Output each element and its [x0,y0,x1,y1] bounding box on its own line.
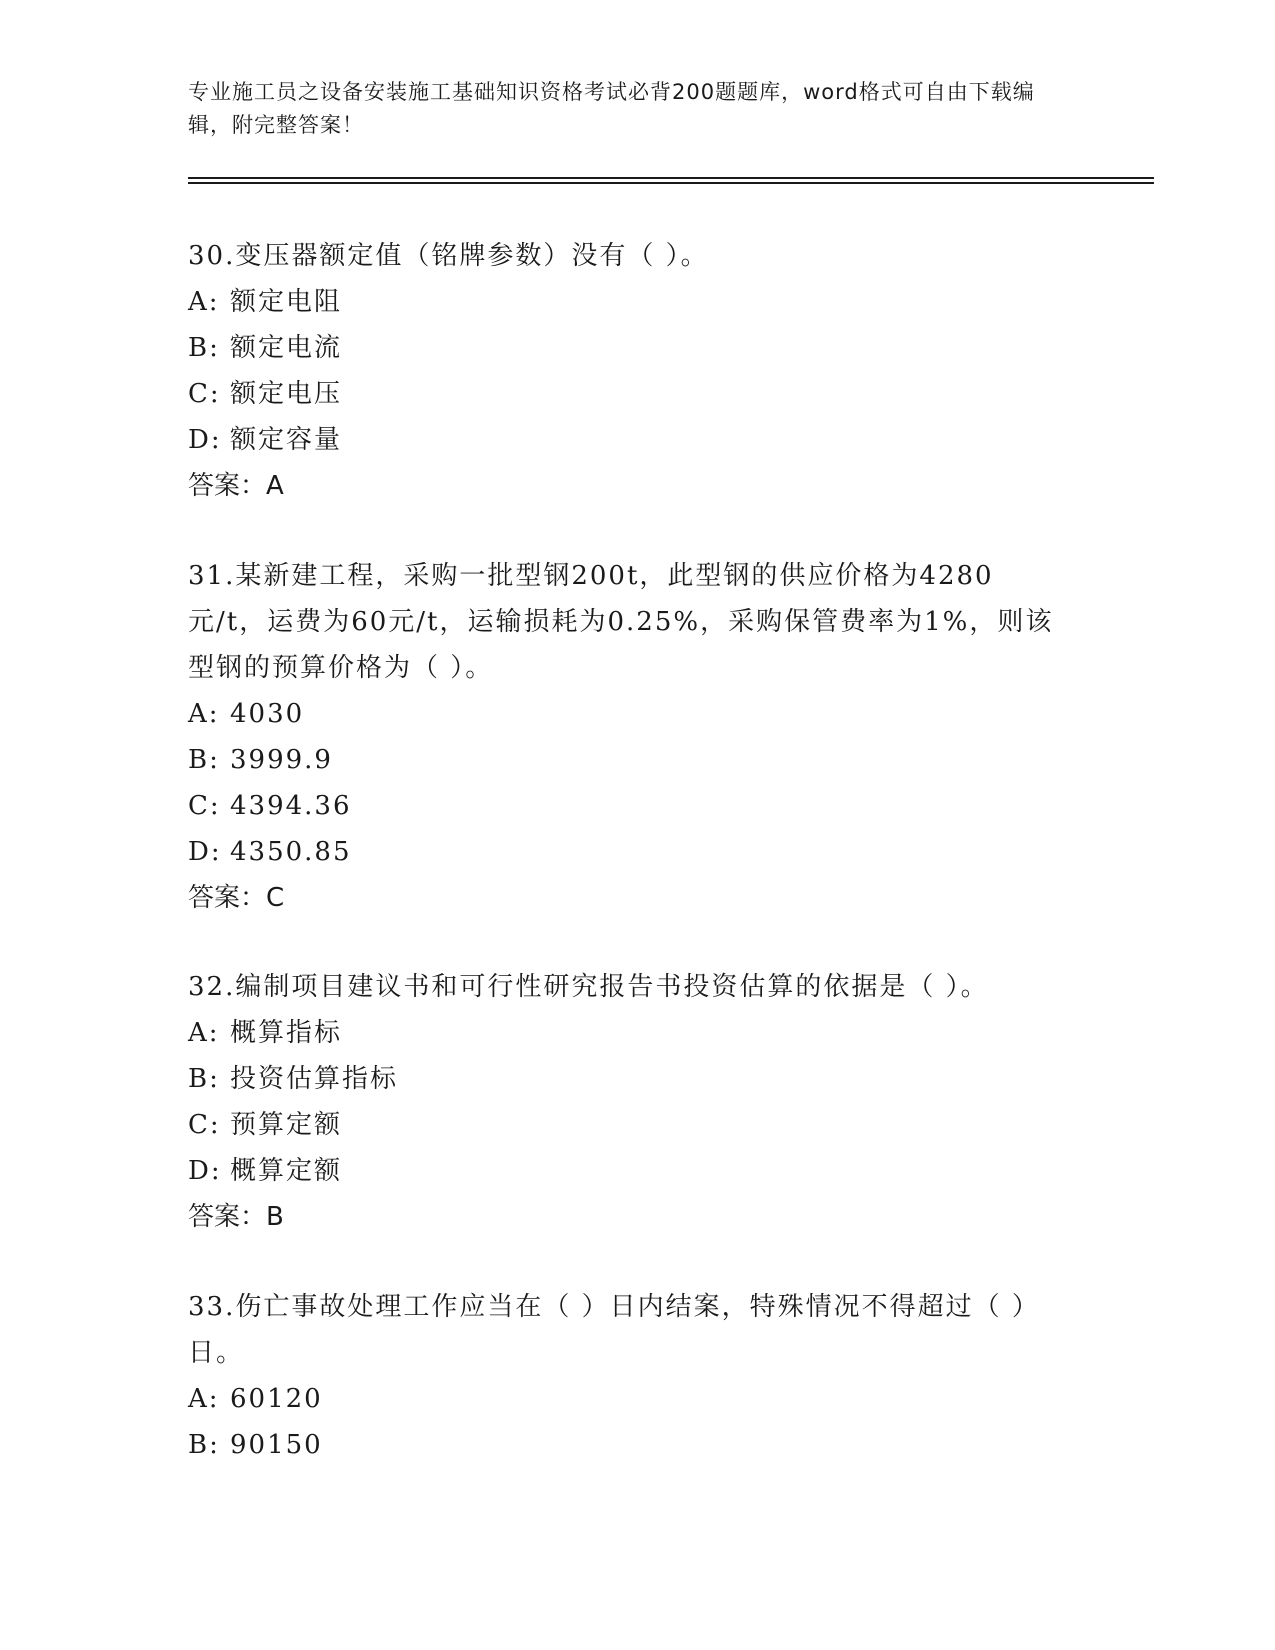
option-key: A: [188,287,220,317]
document-header: 专业施工员之设备安装施工基础知识资格考试必背200题题库，word格式可自由下载编辑，附完整答案！ [188,80,1035,137]
option-a [188,1376,1068,1422]
header-divider-top [188,177,1154,179]
option-key: B: [188,1430,220,1460]
option-a [188,279,1068,325]
option-text: 额定电阻 [230,287,343,317]
option-key: A: [188,1384,220,1414]
question-stem: 32.编制项目建议书和可行性研究报告书投资估算的依据是（ ）。 [188,972,989,1002]
question-32 [188,964,1068,1240]
question-stem: 31.某新建工程，采购一批型钢200t，此型钢的供应价格为4280元/t，运费为60元/t，运输损耗为0.25%，采购保管费率为1%，则该型钢的预算价格为（ ）。 [188,561,1054,683]
option-b [188,1422,1068,1468]
option-key: A: [188,699,220,729]
option-text: 额定容量 [230,425,343,455]
option-c [188,1102,1068,1148]
option-text: 预算定额 [230,1110,343,1140]
option-key: C: [188,1110,221,1140]
option-a [188,691,1068,737]
option-text: 4394.36 [230,791,352,821]
question-stem: 33.伤亡事故处理工作应当在（ ）日内结案，特殊情况不得超过（ ）日。 [188,1292,1040,1368]
option-key: B: [188,745,220,775]
option-b [188,325,1068,371]
option-text: 60120 [230,1384,323,1414]
answer-line: 答案：C [188,883,285,913]
question-stem: 30.变压器额定值（铭牌参数）没有（ ）。 [188,241,709,271]
answer-line: 答案：A [188,471,284,501]
question-31 [188,553,1068,921]
option-c [188,783,1068,829]
option-key: B: [188,333,220,363]
option-key: C: [188,379,221,409]
option-c [188,371,1068,417]
option-text: 4030 [230,699,305,729]
option-b [188,1056,1068,1102]
option-key: C: [188,791,221,821]
option-text: 90150 [230,1430,323,1460]
option-text: 概算指标 [230,1018,343,1048]
question-33 [188,1284,1068,1468]
option-d [188,417,1068,463]
option-text: 概算定额 [230,1156,343,1186]
option-text: 额定电流 [230,333,343,363]
option-key: D: [188,837,222,867]
option-b [188,737,1068,783]
option-key: A: [188,1018,220,1048]
question-30 [188,233,1068,509]
option-key: D: [188,425,222,455]
option-d [188,829,1068,875]
option-d [188,1148,1068,1194]
answer-line: 答案：B [188,1202,284,1232]
option-key: D: [188,1156,222,1186]
option-text: 额定电压 [230,379,343,409]
option-a [188,1010,1068,1056]
option-text: 4350.85 [230,837,352,867]
header-divider-bottom [188,182,1154,184]
option-text: 3999.9 [230,745,333,775]
option-key: B: [188,1064,220,1094]
option-text: 投资估算指标 [230,1064,399,1094]
